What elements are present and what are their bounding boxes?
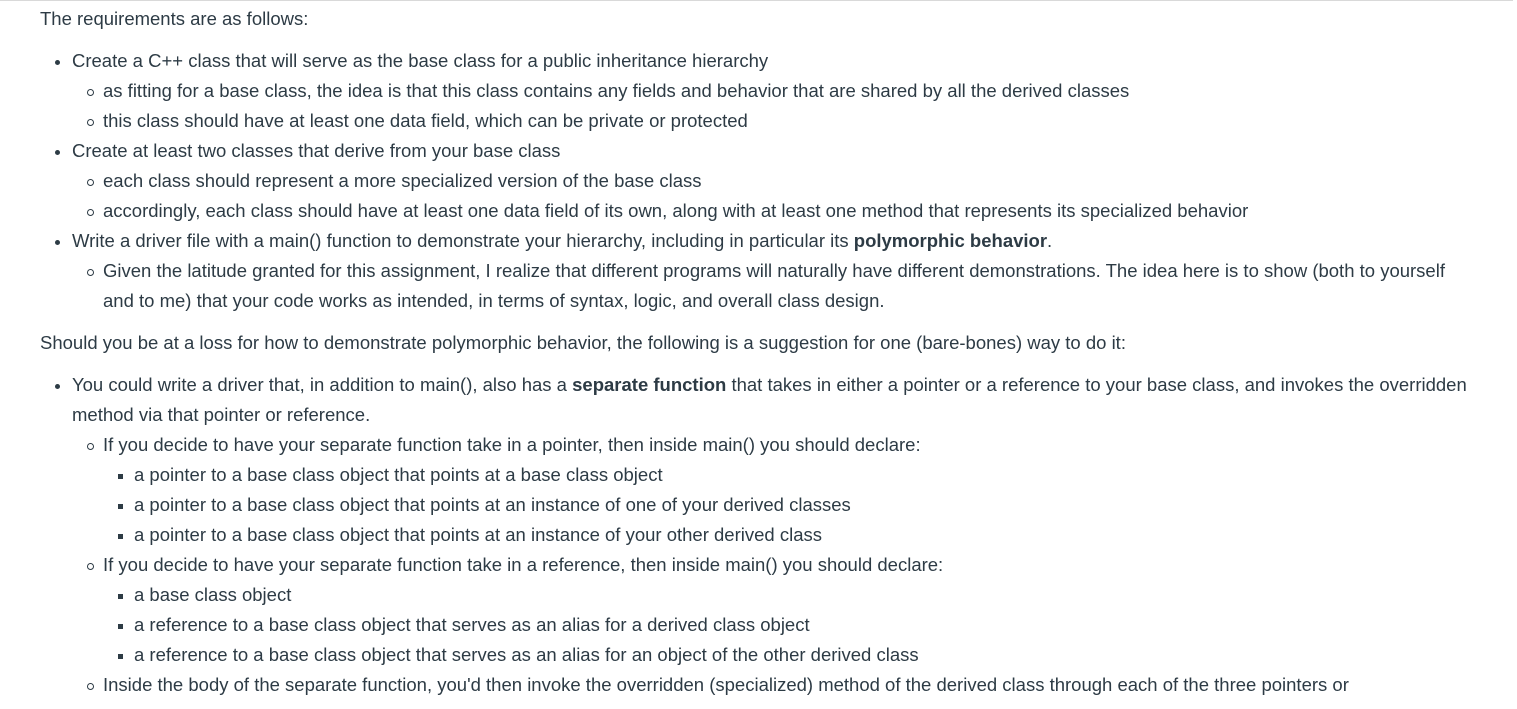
- requirements-list: [40, 46, 1480, 316]
- square-bullet-icon: [103, 520, 135, 550]
- suggestion-options-list: [72, 430, 1480, 700]
- disc-bullet-icon: [40, 226, 72, 256]
- square-bullet-icon: [103, 490, 135, 520]
- sub-requirements-list: [72, 76, 1480, 136]
- requirement-text-end: .: [1047, 230, 1053, 251]
- invoke-instruction-text: Inside the body of the separate function, you'd then invoke the overridden (specialized) method of the derived class through each of the three pointers or: [103, 674, 1349, 695]
- separate-function-emphasis: separate function: [572, 374, 727, 395]
- sub-requirement: [72, 196, 1480, 226]
- sub-requirements-list: [72, 166, 1480, 226]
- circle-bullet-icon: [72, 166, 104, 196]
- circle-bullet-icon: [72, 256, 104, 286]
- circle-bullet-icon: [72, 196, 104, 226]
- reference-declaration: [103, 610, 1480, 640]
- pointer-option-text: If you decide to have your separate function take in a pointer, then inside main() you should declare:: [103, 434, 921, 455]
- square-bullet-icon: [103, 640, 135, 670]
- reference-declarations-list: [103, 580, 1480, 670]
- pointer-declaration: [103, 460, 1480, 490]
- pointer-option: [72, 430, 1480, 550]
- reference-declaration: [103, 640, 1480, 670]
- sub-requirement-text: as fitting for a base class, the idea is that this class contains any fields and behavior that are shared by all the derived classes: [103, 80, 1130, 101]
- pointer-declarations-list: [103, 460, 1480, 550]
- sub-requirement: [72, 256, 1480, 316]
- sub-requirement: [72, 76, 1480, 106]
- reference-declaration-text: a reference to a base class object that serves as an alias for a derived class object: [134, 614, 810, 635]
- requirement-derived-classes: [40, 136, 1480, 226]
- assignment-content: [40, 4, 1480, 700]
- sub-requirement: [72, 166, 1480, 196]
- square-bullet-icon: [103, 460, 135, 490]
- reference-option: [72, 550, 1480, 670]
- top-divider: [0, 0, 1513, 1]
- circle-bullet-icon: [72, 670, 104, 700]
- suggestion-list: [40, 370, 1480, 700]
- pointer-declaration-text: a pointer to a base class object that points at an instance of one of your derived classes: [134, 494, 851, 515]
- circle-bullet-icon: [72, 76, 104, 106]
- requirement-base-class: [40, 46, 1480, 136]
- pointer-declaration: [103, 490, 1480, 520]
- pointer-declaration: [103, 520, 1480, 550]
- reference-declaration-text: a base class object: [134, 584, 292, 605]
- requirements-intro: The requirements are as follows:: [40, 8, 309, 29]
- sub-requirement: [72, 106, 1480, 136]
- polymorphic-behavior-emphasis: polymorphic behavior: [853, 230, 1048, 251]
- sub-requirements-list: [72, 256, 1480, 316]
- square-bullet-icon: [103, 610, 135, 640]
- pointer-declaration-text: a pointer to a base class object that points at a base class object: [134, 464, 663, 485]
- reference-option-text: If you decide to have your separate function take in a reference, then inside main() you should declare:: [103, 554, 944, 575]
- sub-requirement-text: Given the latitude granted for this assignment, I realize that different programs will naturally have different demonstrations. The idea here is to show (both to yourself and to me) that your code works as intended, in terms of syntax, logic, and overall class design.: [103, 260, 1445, 311]
- suggestion-item: [40, 370, 1480, 700]
- suggestion-text-start: You could write a driver that, in addition to main(), also has a: [72, 374, 573, 395]
- disc-bullet-icon: [40, 370, 72, 400]
- circle-bullet-icon: [72, 106, 104, 136]
- disc-bullet-icon: [40, 46, 72, 76]
- requirement-text: Create at least two classes that derive from your base class: [72, 140, 561, 161]
- circle-bullet-icon: [72, 550, 104, 580]
- requirement-text-start: Write a driver file with a main() function to demonstrate your hierarchy, including in particular its: [72, 230, 854, 251]
- circle-bullet-icon: [72, 430, 104, 460]
- sub-requirement-text: accordingly, each class should have at least one data field of its own, along with at least one method that represents its specialized behavior: [103, 200, 1249, 221]
- sub-requirement-text: this class should have at least one data field, which can be private or protected: [103, 110, 748, 131]
- reference-declaration-text: a reference to a base class object that serves as an alias for an object of the other derived class: [134, 644, 919, 665]
- requirement-driver-file: [40, 226, 1480, 316]
- sub-requirement-text: each class should represent a more specialized version of the base class: [103, 170, 702, 191]
- reference-declaration: [103, 580, 1480, 610]
- square-bullet-icon: [103, 580, 135, 610]
- requirement-text: Create a C++ class that will serve as the base class for a public inheritance hierarchy: [72, 50, 769, 71]
- suggestion-text-end: that takes in either a pointer or a reference to your base class, and invokes the overridden method via that pointer or reference.: [72, 374, 1467, 425]
- suggestion-intro: Should you be at a loss for how to demonstrate polymorphic behavior, the following is a suggestion for one (bare-bones) way to do it:: [40, 332, 1126, 353]
- invoke-instruction: [72, 670, 1480, 700]
- disc-bullet-icon: [40, 136, 72, 166]
- pointer-declaration-text: a pointer to a base class object that points at an instance of your other derived class: [134, 524, 822, 545]
